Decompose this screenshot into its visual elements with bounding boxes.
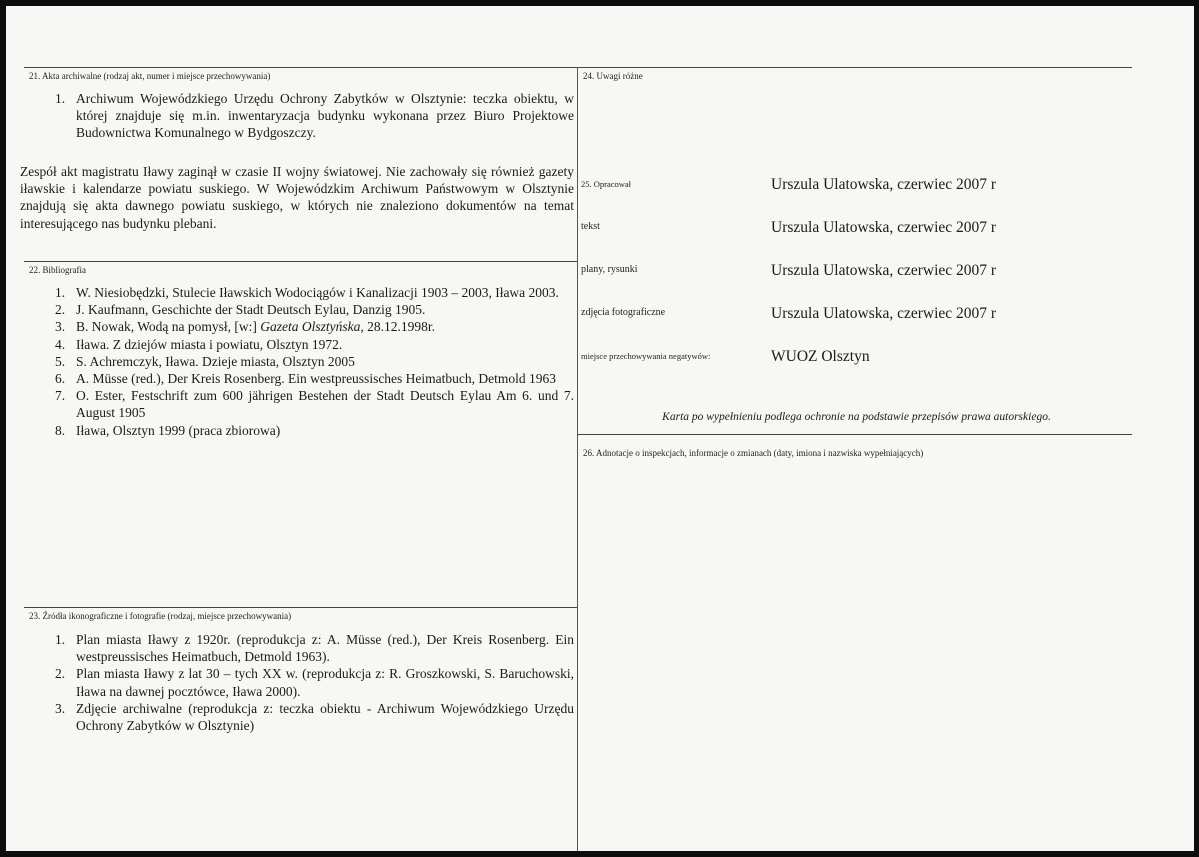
list-item: 8. Iława, Olsztyn 1999 (praca zbiorowa) xyxy=(55,422,281,438)
top-rule xyxy=(24,67,1132,68)
list-item: 1. Plan miasta Iławy z 1920r. (reprodukcja z: A. Müsse (red.), Der Kreis Rosenberg. Ein westpreussisches Heimatbuch, Detmold 1963). xyxy=(55,632,574,665)
bibliography-list xyxy=(6,284,574,439)
iconography-list xyxy=(6,631,574,734)
value-zdjecia: Urszula Ulatowska, czerwiec 2007 r xyxy=(771,305,997,322)
label-zdjecia: zdjęcia fotograficzne xyxy=(581,307,666,318)
label-plany-rysunki: plany, rysunki xyxy=(581,264,638,275)
section-24-heading: 24. Uwagi różne xyxy=(583,71,643,81)
value-tekst: Urszula Ulatowska, czerwiec 2007 r xyxy=(771,219,997,236)
section-21-paragraph: Zespół akt magistratu Iławy zaginął w czasie II wojny światowej. Nie zachowały się również gazety iławskie i kalendarze powiatu suskiego. W Wojewódzkim Archiwum Państwowym w Olsztynie znajdują się akta dawnego powiatu suskiego, w których nie znaleziono dokumentów na temat interesującego nas budynku plebani. xyxy=(20,164,574,231)
list-item: 4. Iława. Z dziejów miasta i powiatu, Olsztyn 1972. xyxy=(55,336,343,352)
label-opracowal: 25. Opracował xyxy=(581,179,632,189)
list-item: 2. Plan miasta Iławy z lat 30 – tych XX w. (reprodukcja z: R. Groszkowski, S. Baruchowski, Iława na dawnej pocztówce, Iława 2000). xyxy=(55,666,574,699)
section-21-list xyxy=(6,90,574,142)
value-negatywy: WUOZ Olsztyn xyxy=(771,348,870,365)
section-21-heading: 21. Akta archiwalne (rodzaj akt, numer i miejsce przechowywania) xyxy=(29,71,271,81)
copyright-note: Karta po wypełnieniu podlega ochronie na podstawie przepisów prawa autorskiego. xyxy=(662,411,1051,423)
list-item: 1. Archiwum Wojewódzkiego Urzędu Ochrony Zabytków w Olsztynie: teczka obiektu, w której znajduje się m.in. inwentaryzacja budynku wykonana przez Biuro Projektowe Budownictwa Komunalnego w Bydgoszczy. xyxy=(55,91,574,141)
section-21-bottom-rule xyxy=(24,261,577,262)
section-25-bottom-rule xyxy=(577,434,1132,435)
list-item: 6. A. Müsse (red.), Der Kreis Rosenberg. Ein westpreussisches Heimatbuch, Detmold 1963 xyxy=(55,371,557,387)
list-item: 7. O. Ester, Festschrift zum 600 jährigen Bestehen der Stadt Deutsch Eylau Am 6. und 7. August 1905 xyxy=(55,388,574,421)
column-divider xyxy=(577,67,578,851)
list-item: 3. Zdjęcie archiwalne (reprodukcja z: teczka obiektu - Archiwum Wojewódzkiego Urzędu Ochrony Zabytków w Olsztynie) xyxy=(55,700,574,734)
list-item: 3. B. Nowak, Wodą na pomysł, [w:] Gazeta Olsztyńska, 28.12.1998r. xyxy=(55,319,436,335)
label-negatywy: miejsce przechowywania negatywów: xyxy=(581,351,711,361)
value-plany-rysunki: Urszula Ulatowska, czerwiec 2007 r xyxy=(771,262,997,279)
list-item: 1. W. Niesiobędzki, Stulecie Iławskich Wodociągów i Kanalizacji 1903 – 2003, Iława 2003. xyxy=(55,285,559,300)
value-opracowal: Urszula Ulatowska, czerwiec 2007 r xyxy=(771,176,997,193)
list-item: 5. S. Achremczyk, Iława. Dzieje miasta, Olsztyn 2005 xyxy=(55,353,355,369)
label-tekst: tekst xyxy=(581,221,600,232)
section-22-bottom-rule xyxy=(24,607,577,608)
list-item: 2. J. Kaufmann, Geschichte der Stadt Deutsch Eylau, Danzig 1905. xyxy=(55,302,426,318)
section-22-heading: 22. Bibliografia xyxy=(29,265,86,275)
section-26-heading: 26. Adnotacje o inspekcjach, informacje o zmianach (daty, imiona i nazwiska wypełniających) xyxy=(583,448,924,458)
section-23-heading: 23. Źródła ikonograficzne i fotografie (rodzaj, miejsce przechowywania) xyxy=(29,611,292,621)
document-sheet xyxy=(6,6,1194,851)
